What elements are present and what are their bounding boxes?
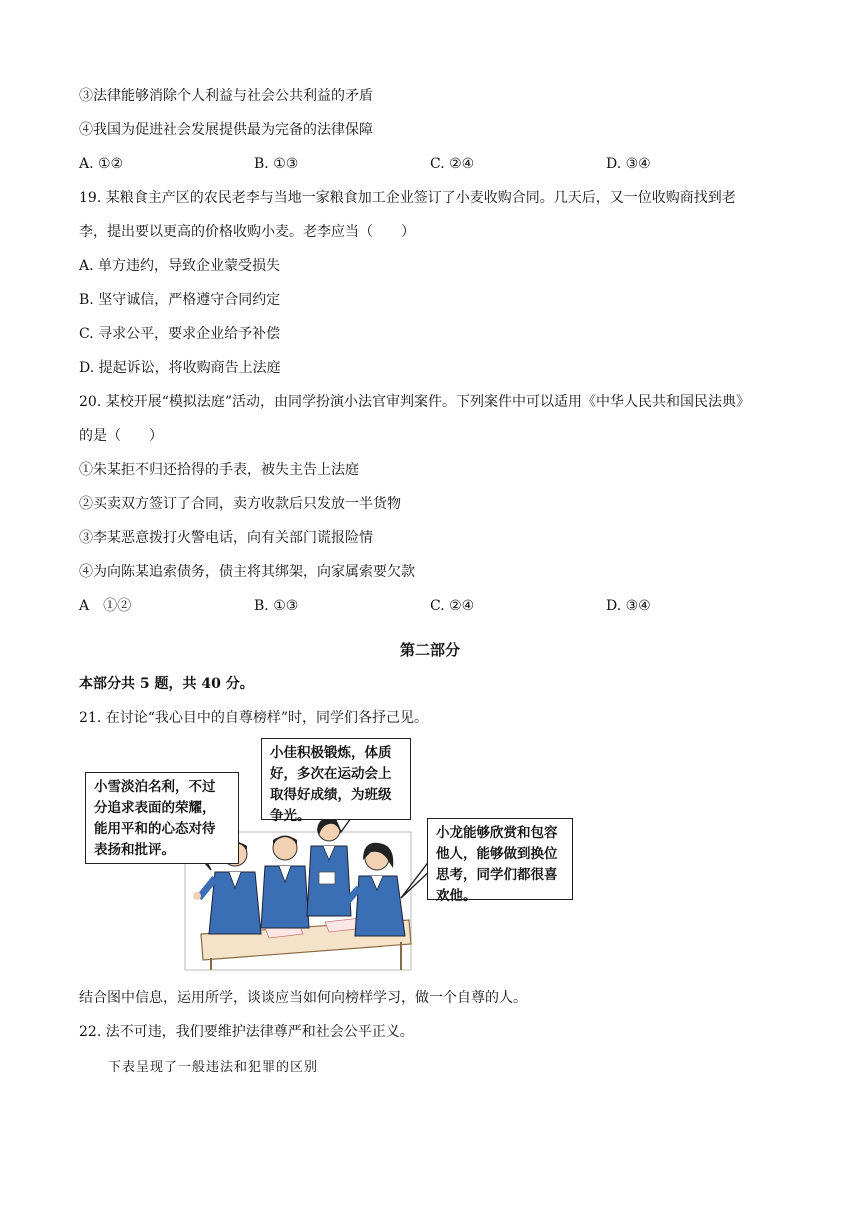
q19-option-d: D. 提起诉讼，将收购商告上法庭 bbox=[79, 360, 281, 376]
bubble-line: 表扬和批评。 bbox=[94, 842, 175, 858]
speech-bubble-xiaolong bbox=[427, 818, 573, 904]
q20-option-d: D. ③④ bbox=[606, 598, 651, 614]
speech-bubble-xiaojia bbox=[261, 738, 411, 824]
q20-stem-line-1: 20. 某校开展“模拟法庭”活动，由同学扮演小法官审判案件。下列案件中可以适用《中华人民共和国民法典》 bbox=[79, 394, 751, 410]
q22-table-note: 下表呈现了一般违法和犯罪的区别 bbox=[108, 1060, 319, 1075]
bubble-line: 能用平和的心态对待 bbox=[94, 821, 216, 837]
q20-option-c: C. ②④ bbox=[430, 598, 475, 614]
bubble-line: 小佳积极锻炼，体质 bbox=[270, 745, 392, 761]
q19-option-a: A. 单方违约，导致企业蒙受损失 bbox=[79, 258, 281, 274]
q20-stem-line-2: 的是（ ） bbox=[79, 428, 163, 444]
q20-item-3: ③李某恶意拨打火警电话，向有关部门谎报险情 bbox=[79, 530, 373, 546]
q18-option-d: D. ③④ bbox=[606, 156, 651, 172]
q20-item-2: ②买卖双方签订了合同，卖方收款后只发放一半货物 bbox=[79, 496, 401, 512]
q22-stem: 22. 法不可违，我们要维护法律尊严和社会公平正义。 bbox=[79, 1024, 414, 1040]
q19-option-c: C. 寻求公平，要求企业给予补偿 bbox=[79, 326, 281, 342]
q20-item-4: ④为向陈某追索债务，债主将其绑架，向家属索要欠款 bbox=[79, 564, 415, 580]
q20-option-a: A ①② bbox=[79, 598, 132, 614]
q18-item-3: ③法律能够消除个人利益与社会公共利益的矛盾 bbox=[79, 88, 373, 104]
bubble-line: 争光。 bbox=[270, 808, 311, 824]
q18-option-c: C. ②④ bbox=[430, 156, 475, 172]
bubble-line: 取得好成绩，为班级 bbox=[270, 787, 392, 803]
q21-illustration bbox=[79, 738, 579, 974]
part-2-intro: 本部分共 5 题，共 40 分。 bbox=[79, 676, 254, 692]
q21-question: 结合图中信息，运用所学，谈谈应当如何向榜样学习，做一个自尊的人。 bbox=[79, 990, 527, 1006]
q20-item-1: ①朱某拒不归还拾得的手表，被失主告上法庭 bbox=[79, 462, 359, 478]
q19-stem-line-2: 李，提出要以更高的价格收购小麦。老李应当（ ） bbox=[79, 224, 415, 240]
q19-option-b: B. 坚守诚信，严格遵守合同约定 bbox=[79, 292, 281, 308]
q18-option-b: B. ①③ bbox=[254, 156, 299, 172]
bubble-line: 分追求表面的荣耀， bbox=[94, 800, 216, 816]
q18-option-a: A. ①② bbox=[79, 156, 124, 172]
bubble-line: 欢他。 bbox=[436, 888, 477, 904]
bubble-line: 好，多次在运动会上 bbox=[270, 766, 392, 782]
speech-bubble-xiaoxue bbox=[85, 772, 239, 864]
q21-stem: 21. 在讨论“我心目中的自尊榜样”时，同学们各抒己见。 bbox=[79, 710, 429, 726]
q20-option-b: B. ①③ bbox=[254, 598, 299, 614]
bubble-line: 思考，同学们都很喜 bbox=[436, 867, 558, 883]
q19-stem-line-1: 19. 某粮食主产区的农民老李与当地一家粮食加工企业签订了小麦收购合同。几天后，又一位收购商找到老 bbox=[79, 190, 736, 206]
q18-item-4: ④我国为促进社会发展提供最为完备的法律保障 bbox=[79, 122, 373, 138]
bubble-line: 他人，能够做到换位 bbox=[436, 846, 558, 862]
bubble-line: 小雪淡泊名利，不过 bbox=[94, 779, 216, 795]
bubble-line: 小龙能够欣赏和包容 bbox=[436, 825, 558, 841]
part-2-title: 第二部分 bbox=[399, 641, 460, 659]
